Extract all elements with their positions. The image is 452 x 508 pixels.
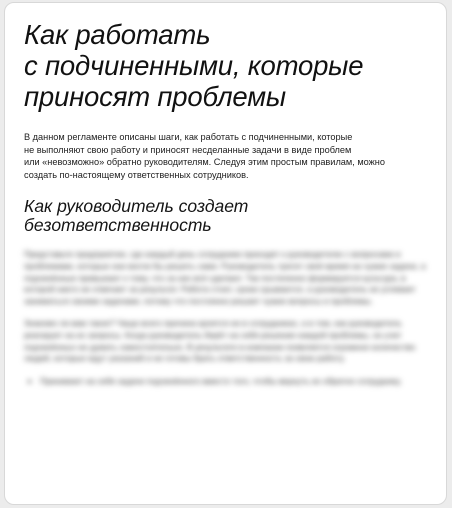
blurred-list — [24, 376, 436, 388]
document-page — [4, 2, 447, 505]
intro-line: создать по-настоящему ответственных сотрудников. — [24, 169, 249, 180]
page-title-line: приносят проблемы — [24, 81, 286, 112]
section-heading-line: Как руководитель создает — [24, 196, 249, 217]
section-heading-line: безответственность — [24, 215, 212, 236]
intro-line: не выполняют свою работу и приносят несделанные задачи в виде проблем — [24, 144, 352, 155]
page-title — [24, 19, 436, 112]
blurred-list-item: • Принимает на себя задачи подчинённого вместо того, чтобы вернуть их обратно сотруднику. — [40, 376, 436, 388]
section-heading — [24, 197, 436, 235]
page-title-line: с подчиненными, которые — [24, 50, 364, 81]
page-title-line: Как работать — [24, 19, 211, 50]
blurred-paragraph: Представьте предприятие, где каждый день сотрудники приходят к руководителю с вопросами и проблемами, которые они могли бы решить сами. Руководитель тратит своё время на чужие задачи, а подчинённые привыкают к тому, что за них всё сделают. Так постепенно формируется культура, в которой никто не отвечает за результат. Работа стоит, сроки срываются, а руководитель не успевает заниматься своими задачами, потому что постоянно решает чужие вопросы и проблемы. — [24, 249, 426, 306]
blurred-paragraph: Знакомо ли вам такое? Чаще всего причина кроется не в сотрудниках, а в том, как руководитель реагирует на их запросы. Когда руководитель берёт на себя решение каждой проблемы, он учит подчинённых не думать самостоятельно. В результате в компании появляется огромное количество людей, которые ждут указаний и не готовы брать ответственность за свою работу. — [24, 318, 416, 364]
intro-line: В данном регламенте описаны шаги, как работать с подчиненными, которые — [24, 132, 353, 142]
blurred-body-text — [24, 249, 436, 387]
document-content — [24, 19, 436, 391]
intro-paragraph — [24, 131, 436, 181]
intro-line: или «невозможно» обратно руководителям. Следуя этим простым правилам, можно — [24, 157, 385, 168]
